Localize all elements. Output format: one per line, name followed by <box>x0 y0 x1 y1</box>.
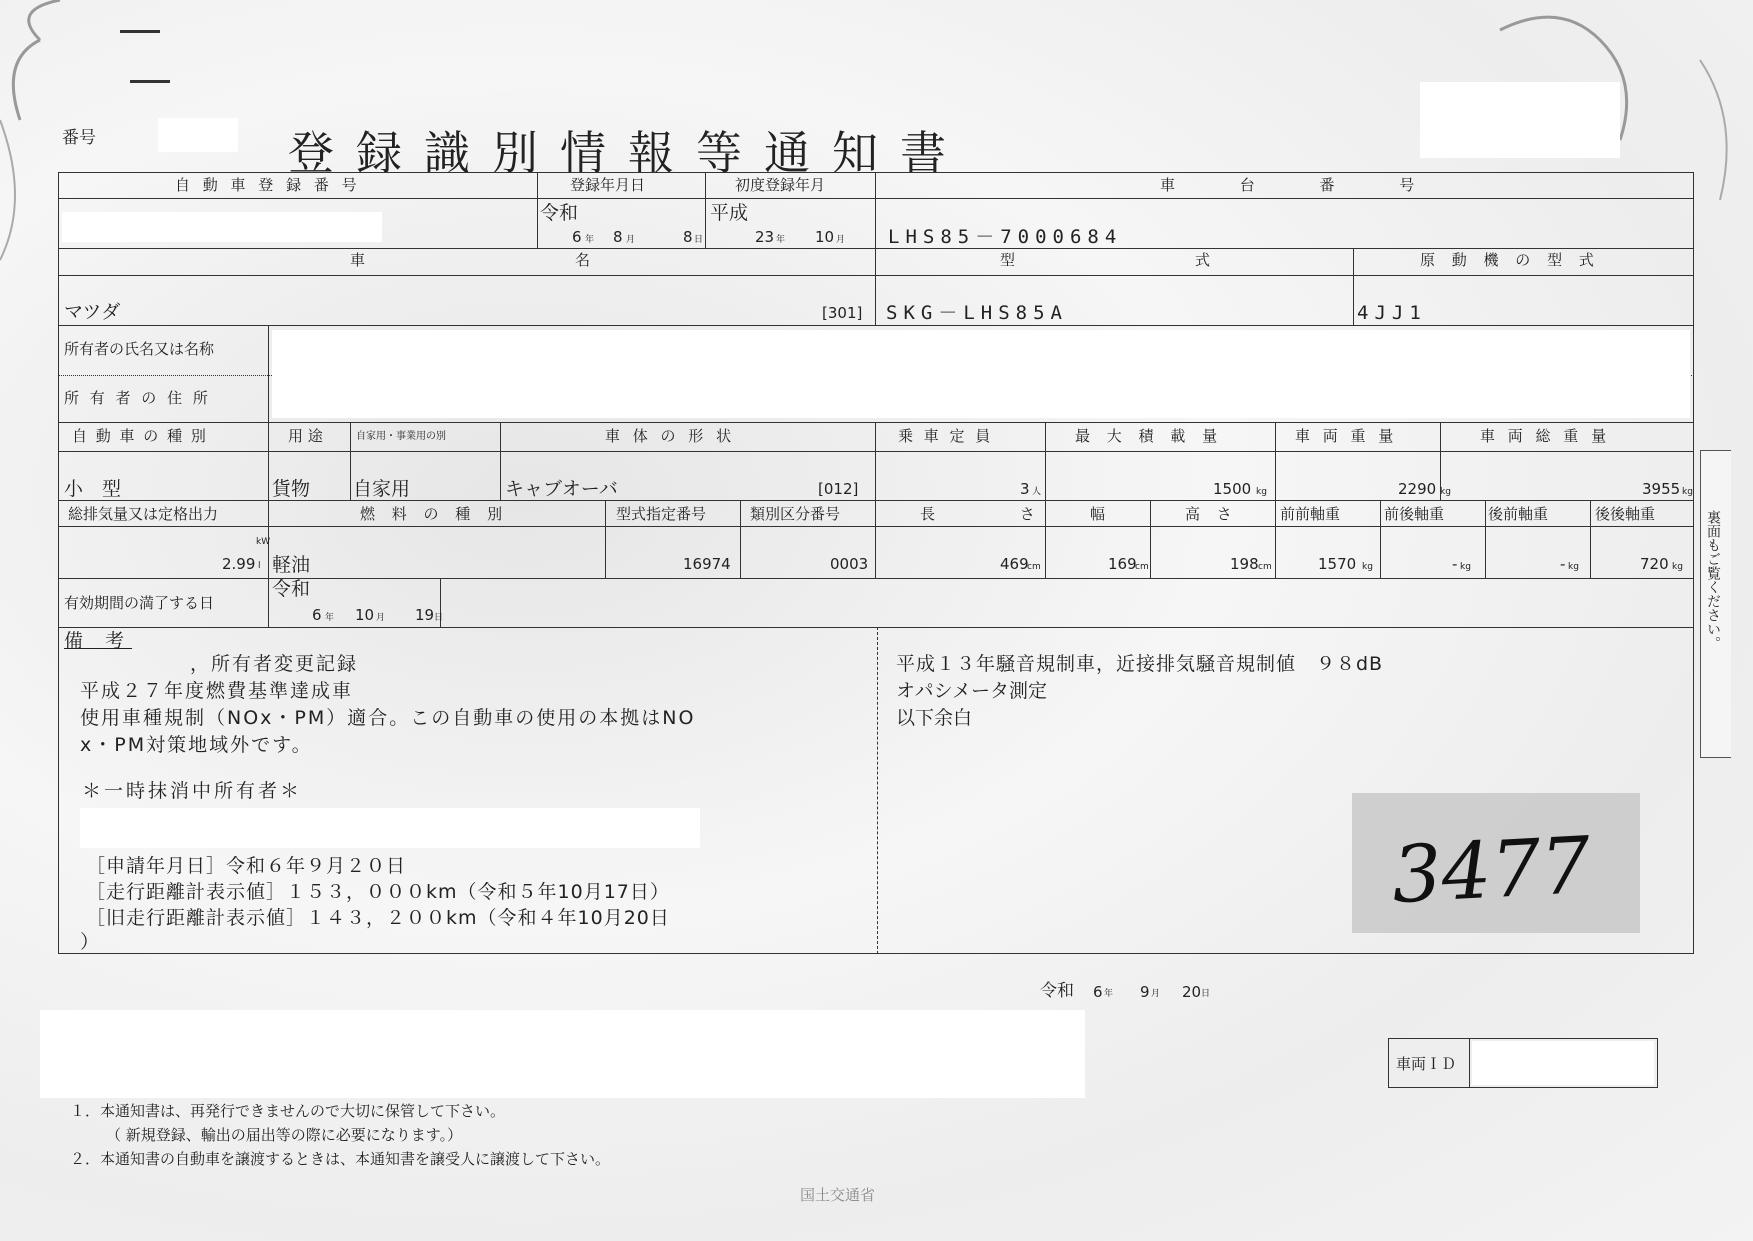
remark-line: 平成２７年度燃費基準達成車 <box>80 680 354 702</box>
header-width: 幅 <box>1090 505 1106 523</box>
issue-era: 令和 <box>1040 981 1074 1001</box>
header-owner-addr: 所 有 者 の 住 所 <box>64 389 211 407</box>
maker-code: [301] <box>822 304 863 322</box>
ff-axle-value: 1570 <box>1318 555 1357 573</box>
header-class-number: 類別区分番号 <box>750 505 841 523</box>
header-remarks: 備 考 <box>64 630 133 652</box>
header-rr-axle: 後後軸重 <box>1595 505 1656 523</box>
header-car-name: 車 <box>350 251 366 269</box>
header-owner-name: 所有者の氏名又は名称 <box>64 340 215 358</box>
remark-line: ［走行距離計表示値］１５３，０００km（令和５年10月17日） <box>86 881 670 903</box>
header-reg-date: 登録年月日 <box>570 176 646 194</box>
engine-model: 4JJ1 <box>1357 302 1427 324</box>
header-private-business: 自家用・事業用の別 <box>356 431 446 442</box>
private-use: 自家用 <box>353 478 411 500</box>
gross-value: 3955 <box>1642 480 1681 498</box>
rr-axle-value: 720 <box>1640 555 1669 573</box>
reg-day: 8 <box>683 228 693 246</box>
ministry-watermark: 国土交通省 <box>800 1186 876 1204</box>
maker: マツダ <box>64 301 121 323</box>
type-designation-value: 16974 <box>683 555 731 573</box>
remark-line: ） <box>80 931 100 953</box>
header-type-designation: 型式指定番号 <box>616 505 707 523</box>
header-weight: 車 両 重 量 <box>1295 427 1398 445</box>
header-displacement: 総排気量又は定格出力 <box>68 505 219 523</box>
document-title: 登録識別情報等通知書 <box>288 126 968 180</box>
redacted-plate <box>62 212 382 242</box>
remark-line: ＊一時抹消中所有者＊ <box>82 780 303 802</box>
capacity-value: 3 <box>1020 480 1030 498</box>
valid-day: 19 <box>415 606 435 624</box>
class-number-value: 0003 <box>830 555 869 573</box>
issue-month: 9 <box>1140 983 1150 1001</box>
valid-year: 6 <box>312 606 322 624</box>
redacted-header-box <box>1420 82 1620 158</box>
valid-era: 令和 <box>272 578 311 600</box>
header-chassis: 車 台 番 号 <box>1160 176 1445 194</box>
body-code: [012] <box>818 480 859 498</box>
redacted-number <box>158 118 238 152</box>
valid-month: 10 <box>355 606 375 624</box>
remark-line: ［申請年月日］令和６年９月２０日 <box>86 855 407 877</box>
vehicle-id-label: 車両ＩＤ <box>1396 1055 1457 1073</box>
header-kind: 自 動 車 の 種 別 <box>72 427 208 445</box>
redacted-owner <box>272 330 1690 418</box>
note-line: （ 新規登録、輸出の届出等の際に必要になります。） <box>106 1126 463 1144</box>
remark-right-line: 以下余白 <box>896 707 973 729</box>
redacted-vehicle-id <box>1472 1041 1654 1085</box>
header-ff-axle: 前前軸重 <box>1280 505 1341 523</box>
note-line: ２．本通知書の自動車を譲渡するときは、本通知書を譲受人に譲渡して下さい。 <box>70 1150 611 1168</box>
remark-right-line: オパシメータ測定 <box>896 680 1048 702</box>
height-value: 198 <box>1230 555 1259 573</box>
reg-era: 令和 <box>540 202 579 224</box>
bango-label: 番号 <box>62 128 96 148</box>
reg-year: 6 <box>572 228 582 246</box>
header-gross: 車 両 総 重 量 <box>1480 427 1611 445</box>
width-value: 169 <box>1108 555 1137 573</box>
side-note: 裏面もご覧ください。 <box>1705 510 1721 650</box>
fr-axle-value: - <box>1452 555 1458 573</box>
first-reg-month: 10 <box>815 228 835 246</box>
weight-value: 2290 <box>1398 480 1437 498</box>
issue-year: 6 <box>1093 983 1103 1001</box>
header-first-reg: 初度登録年月 <box>735 176 826 194</box>
header-validity: 有効期間の満了する日 <box>64 594 215 612</box>
fuel-value: 軽油 <box>272 554 311 576</box>
corner-mark <box>120 30 160 33</box>
header-use: 用 途 <box>288 427 323 445</box>
header-body: 車 体 の 形 状 <box>605 427 736 445</box>
header-model: 型 <box>1000 251 1016 269</box>
redacted-remark <box>80 808 700 848</box>
model-code: SKG－LHS85A <box>886 302 1068 324</box>
first-reg-year: 23 <box>755 228 775 246</box>
vehicle-use: 貨物 <box>272 478 311 500</box>
first-reg-era: 平成 <box>710 202 749 224</box>
note-line: １．本通知書は、再発行できませんので大切に保管して下さい。 <box>70 1102 506 1120</box>
remark-line: x・PM対策地域外です。 <box>80 734 313 756</box>
rf-axle-value: - <box>1560 555 1566 573</box>
header-fr-axle: 前後軸重 <box>1384 505 1445 523</box>
corner-mark <box>130 80 170 83</box>
remark-right-line: 平成１３年騒音規制車，近接排気騒音規制値 ９８dB <box>896 653 1384 675</box>
body-shape: キャブオーバ <box>505 478 618 500</box>
length-value: 469 <box>1000 555 1029 573</box>
header-length: 長 さ <box>920 505 1075 523</box>
remark-line: ［旧走行距離計表示値］１４３，２００km（令和４年10月20日 <box>86 907 670 929</box>
max-load-value: 1500 <box>1213 480 1252 498</box>
header-capacity: 乗 車 定 員 <box>898 427 994 445</box>
redacted-issuer <box>40 1010 1085 1098</box>
vehicle-kind: 小 型 <box>64 478 122 500</box>
header-fuel: 燃 料 の 種 別 <box>360 505 509 523</box>
header-rf-axle: 後前軸重 <box>1488 505 1549 523</box>
reg-month: 8 <box>613 228 623 246</box>
header-max-load: 最 大 積 載 量 <box>1075 427 1224 445</box>
issue-day: 20 <box>1182 983 1202 1001</box>
remark-line: 使用車種規制（NOx・PM）適合。この自動車の使用の本拠はNO <box>80 707 696 729</box>
handwritten-number: 3477 <box>1389 820 1593 922</box>
header-engine: 原 動 機 の 型 式 <box>1420 251 1600 269</box>
header-height: 高 さ <box>1185 505 1238 523</box>
displacement-value: 2.99 <box>222 555 256 573</box>
header-reg-number: 自 動 車 登 録 番 号 <box>175 176 361 194</box>
chassis-number: LHS85－7000684 <box>888 226 1123 248</box>
remark-line: ，所有者変更記録 <box>190 653 359 675</box>
